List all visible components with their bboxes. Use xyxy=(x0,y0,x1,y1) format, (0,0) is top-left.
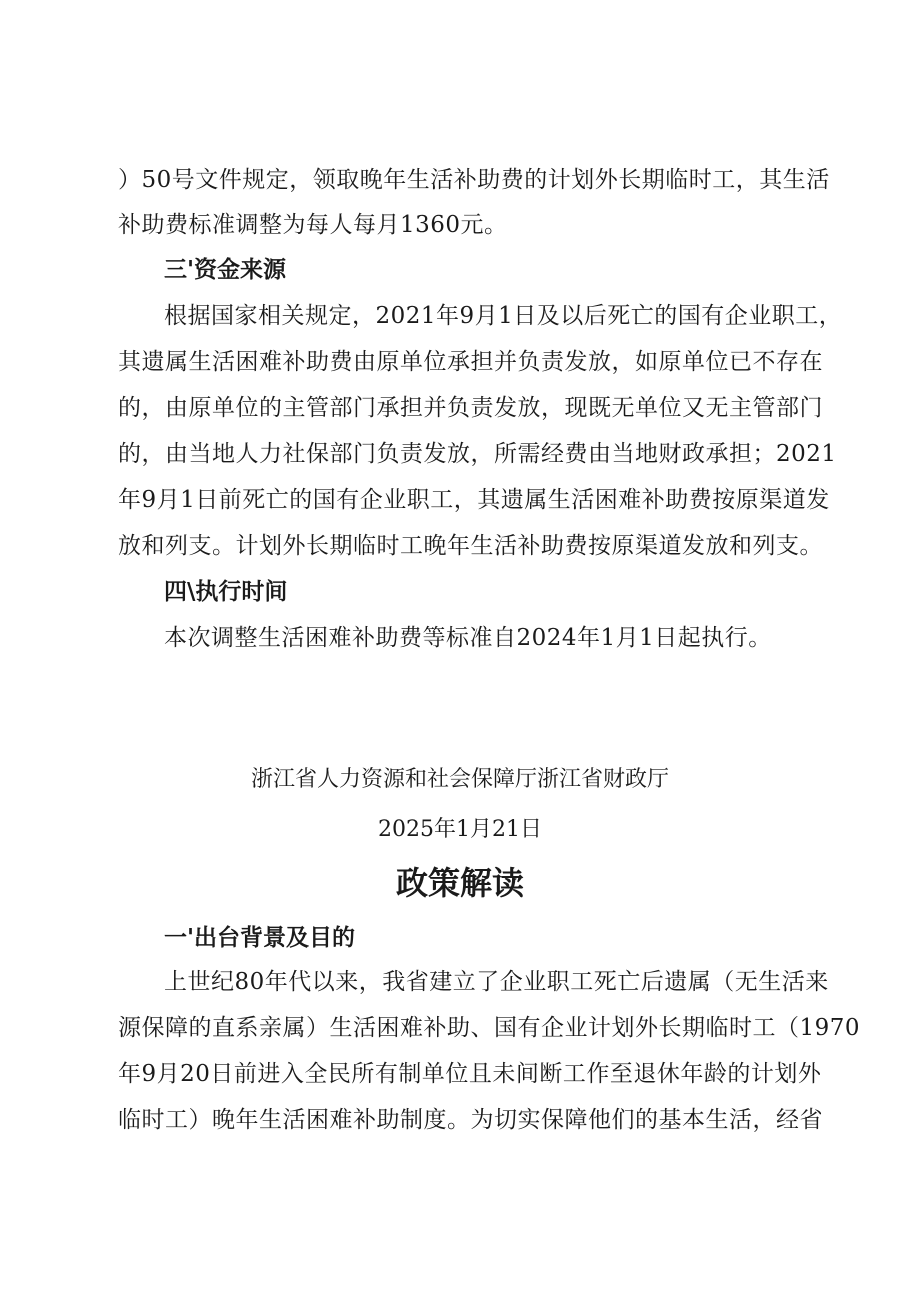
paragraph-line: 源保障的直系亲属）生活困难补助、国有企业计划外长期临时工（1970 xyxy=(118,1015,861,1041)
section-heading-background: 一'出台背景及目的 xyxy=(164,925,356,951)
section-heading-effective-date: 四\执行时间 xyxy=(164,579,288,605)
issuer-signature: 浙江省人力资源和社会保障厅浙江省财政厅 xyxy=(250,767,669,792)
page-title: 政策解读 xyxy=(395,864,524,902)
paragraph-line: 的，由原单位的主管部门承担并负责发放，现既无单位又无主管部门 xyxy=(118,395,823,421)
paragraph-line: 年9月1日前死亡的国有企业职工，其遗属生活困难补助费按原渠道发 xyxy=(118,487,830,513)
paragraph-line: 临时工）晚年生活困难补助制度。为切实保障他们的基本生活，经省 xyxy=(118,1107,823,1133)
issue-date: 2025年1月21日 xyxy=(378,817,542,842)
paragraph-line: 的，由当地人力社保部门负责发放，所需经费由当地财政承担；2021 xyxy=(118,441,837,467)
paragraph-line: 根据国家相关规定，2021年9月1日及以后死亡的国有企业职工， xyxy=(164,303,843,329)
paragraph-line: 放和列支。计划外长期临时工晚年生活补助费按原渠道发放和列支。 xyxy=(118,533,823,559)
paragraph-line: ）50号文件规定，领取晚年生活补助费的计划外长期临时工，其生活 xyxy=(118,167,830,193)
paragraph-line: 补助费标准调整为每人每月1360元。 xyxy=(118,212,508,238)
paragraph-line: 年9月20日前进入全民所有制单位且未间断工作至退休年龄的计划外 xyxy=(118,1061,822,1087)
paragraph-line: 其遗属生活困难补助费由原单位承担并负责发放，如原单位已不存在 xyxy=(118,349,823,375)
section-heading-funding-source: 三'资金来源 xyxy=(164,257,287,283)
paragraph-line: 本次调整生活困难补助费等标准自2024年1月1日起执行。 xyxy=(164,625,772,651)
paragraph-line: 上世纪80年代以来，我省建立了企业职工死亡后遗属（无生活来 xyxy=(164,969,829,995)
